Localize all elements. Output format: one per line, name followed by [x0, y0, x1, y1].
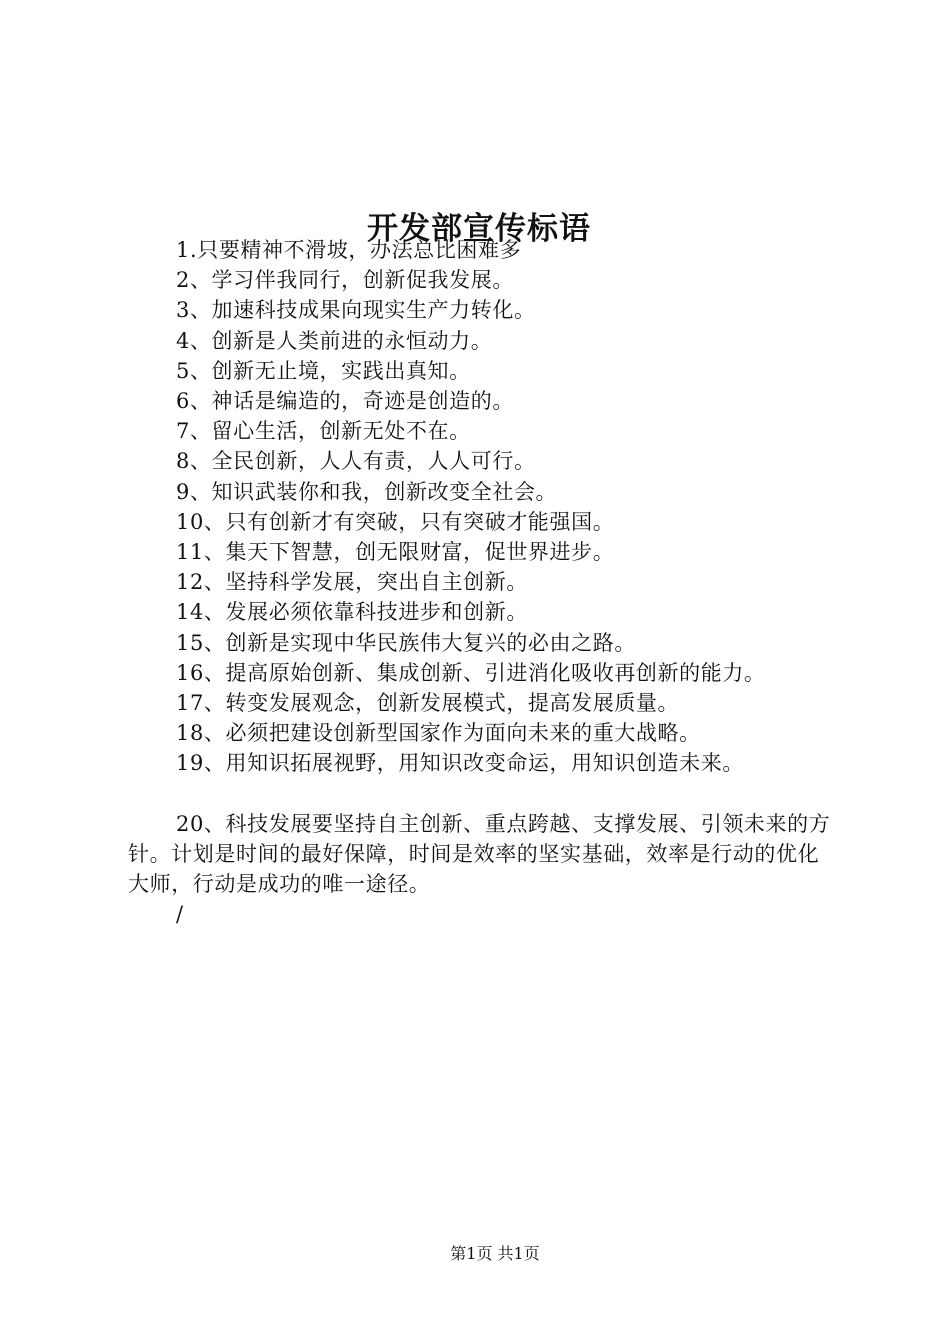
slogan-item-6: 6、神话是编造的，奇迹是创造的。	[176, 389, 514, 414]
document-title: 开发部宣传标语	[367, 210, 591, 247]
slogan-item-9: 9、知识武装你和我，创新改变全社会。	[176, 479, 558, 504]
slogan-item-8: 8、全民创新，人人有责，人人可行。	[176, 449, 536, 474]
slogan-item-14: 14、发展必须依靠科技进步和创新。	[176, 600, 528, 625]
slogan-item-5: 5、创新无止境，实践出真知。	[176, 358, 471, 383]
page-footer: 第1页 共1页	[450, 1244, 540, 1263]
slogan-item-16: 16、提高原始创新、集成创新、引进消化吸收再创新的能力。	[176, 660, 766, 685]
slogan-item-12: 12、坚持科学发展，突出自主创新。	[176, 570, 528, 595]
slogan-item-3: 3、加速科技成果向现实生产力转化。	[176, 298, 536, 323]
slogan-list	[128, 235, 840, 929]
slogan-item-2: 2、学习伴我同行，创新促我发展。	[176, 268, 514, 293]
slogan-item-15: 15、创新是实现中华民族伟大复兴的必由之路。	[176, 630, 636, 655]
slogan-item-18: 18、必须把建设创新型国家作为面向未来的重大战略。	[176, 721, 701, 746]
slogan-item-7: 7、留心生活，创新无处不在。	[176, 419, 471, 444]
slogan-item-20: 20、科技发展要坚持自主创新、重点跨越、支撑发展、引领未来的方针。计划是时间的最好保障，时间是效率的坚实基础，效率是行动的优化大师，行动是成功的唯一途径。	[128, 811, 831, 897]
slogan-item-11: 11、集天下智慧，创无限财富，促世界进步。	[176, 540, 615, 565]
slogan-item-1: 1.只要精神不滑坡，办法总比困难多	[176, 238, 522, 262]
slogan-item-4: 4、创新是人类前进的永恒动力。	[176, 328, 493, 353]
slogan-item-17: 17、转变发展观念，创新发展模式，提高发展质量。	[176, 691, 680, 716]
trailing-slash-mark: /	[176, 902, 184, 927]
slogan-item-19: 19、用知识拓展视野，用知识改变命运，用知识创造未来。	[176, 751, 744, 776]
slogan-item-10: 10、只有创新才有突破，只有突破才能强国。	[176, 509, 615, 534]
